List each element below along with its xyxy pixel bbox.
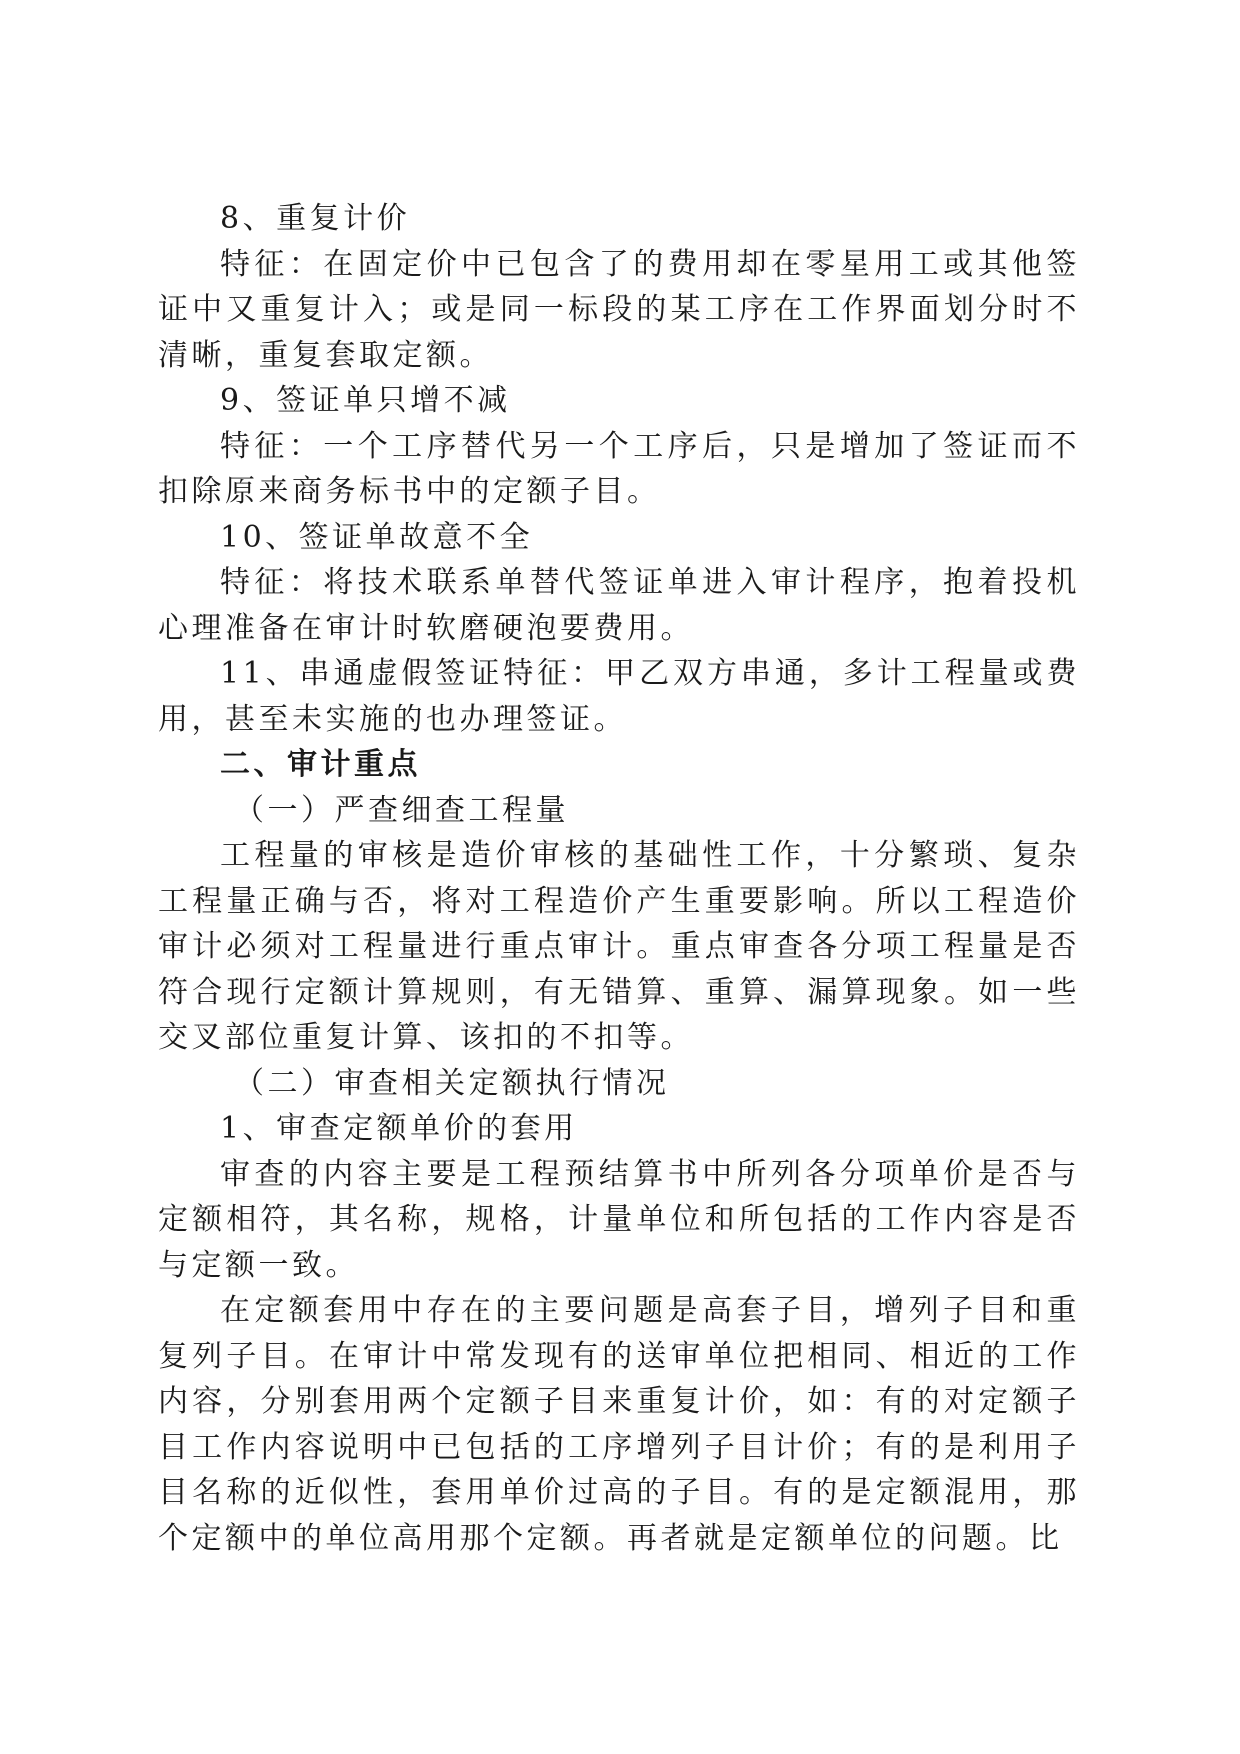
paragraph-quantity-review: 工程量的审核是造价审核的基础性工作，十分繁琐、复杂工程量正确与否，将对工程造价产生重要影响。所以工程造价审计必须对工程量进行重点审计。重点审查各分项工程量是否符合现行定额计算规则，有无错算、重算、漏算现象。如一些交叉部位重复计算、该扣的不扣等。: [158, 838, 1080, 1055]
heading-visa-only-increase: 9、签证单只增不减: [220, 383, 511, 418]
section-heading-audit-focus: 二、审计重点: [220, 747, 421, 782]
paragraph-collusion-false-visa: 11、串通虚假签证特征：甲乙双方串通，多计工程量或费用，甚至未实施的也办理签证。: [158, 656, 1080, 737]
paragraph-review-content: 审查的内容主要是工程预结算书中所列各分项单价是否与定额相符，其名称，规格，计量单位和所包括的工作内容是否与定额一致。: [158, 1156, 1080, 1283]
paragraph-visa-incomplete-features: 特征：将技术联系单替代签证单进入审计程序，抱着投机心理准备在审计时软磨硬泡要费用。: [158, 565, 1080, 646]
paragraph-duplicate-pricing-features: 特征：在固定价中已包含了的费用却在零星用工或其他签证中又重复计入；或是同一标段的某工序在工作界面划分时不清晰，重复套取定额。: [158, 246, 1080, 373]
heading-visa-incomplete: 10、签证单故意不全: [220, 519, 534, 555]
paragraph-visa-only-increase-features: 特征：一个工序替代另一个工序后，只是增加了签证而不扣除原来商务标书中的定额子目。: [158, 428, 1080, 509]
heading-duplicate-pricing: 8、重复计价: [220, 201, 411, 236]
subsection-heading-quantity-check: （一）严查细查工程量: [234, 792, 569, 828]
paragraph-quota-problems: 在定额套用中存在的主要问题是高套子目，增列子目和重复列子目。在审计中常发现有的送审单位把相同、相近的工作内容，分别套用两个定额子目来重复计价，如：有的对定额子目工作内容说明中已包括的工序增列子目计价；有的是利用子目名称的近似性，套用单价过高的子目。有的是定额混用，那个定额中的单位高用那个定额。再者就是定额单位的问题。比: [158, 1293, 1080, 1556]
document-body: [158, 196, 1080, 1561]
heading-unit-price-application: 1、审查定额单价的套用: [220, 1111, 578, 1146]
subsection-heading-quota-execution: （二）审查相关定额执行情况: [234, 1065, 670, 1101]
